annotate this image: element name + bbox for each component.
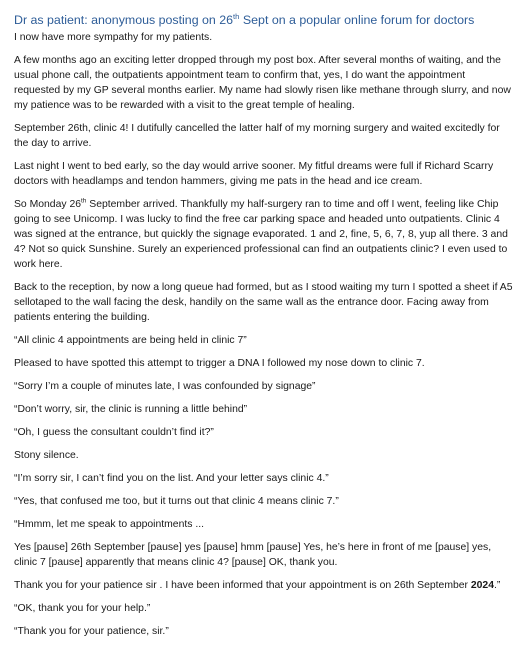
appointment-text-start: Thank you for your patience sir . I have been informed that your appointment is on 26th September [14,580,471,591]
dialogue-line: “Sorry I’m a couple of minutes late, I was confounded by signage” [14,381,316,392]
appointment-text-end: .” [494,580,501,591]
title-text-start: Dr as patient: anonymous posting on 26 [14,13,234,27]
dialogue-line: “Oh, I guess the consultant couldn’t find it?” [14,427,214,438]
dialogue-line: “I’m sorry sir, I can’t find you on the list. And your letter says clinic 4.” [14,473,329,484]
document-title [14,12,514,28]
dialogue-line: “All clinic 4 appointments are being held in clinic 7” [14,335,247,346]
title-text-end: Sept on a popular online forum for doctors [239,13,475,27]
paragraph-monday [14,197,514,272]
dialogue-line: Stony silence. [14,450,79,461]
monday-text-end: September arrived. Thankfully my half-surgery ran to time and off I went, feeling like Chip going to see Unicomp. I was lucky to find the free car parking space and headed unto outpatients. Clinic 4 was signed at the entrance, but quickly the signage evaporated. 1 and 2, fine, 5, 6, 7, 8, yup all there. 3 and 4? Not so quick Sunshine. Surely an experienced professional can find an outpatients clinic? I even used to work here. [14,199,508,270]
paragraph-night-before: Last night I went to bed early, so the day would arrive sooner. My fitful dreams were full if Richard Scarry doctors with headlamps and tendon hammers, giving me pats in the head and ice cream. [14,161,494,187]
paragraph-reception: Back to the reception, by now a long queue had formed, but as I stood waiting my turn I spotted a sheet if A5 sellotaped to the wall facing the desk, handily on the same wall as the entrance door. Facing away from patients entering the building. [14,282,513,323]
dialogue-line: “Yes, that confused me too, but it turns out that clinic 4 means clinic 7.” [14,496,339,507]
document-page [14,12,514,647]
dialogue-line: “Thank you for your patience, sir.” [14,626,169,637]
dialogue-line: Pleased to have spotted this attempt to trigger a DNA I followed my nose down to clinic 7. [14,358,425,369]
dialogue-line: “Hmmm, let me speak to appointments ... [14,519,204,530]
monday-ordinal-suffix: th [81,197,87,205]
appointment-year: 2024 [470,580,494,591]
paragraph-letter: A few months ago an exciting letter dropped through my post box. After several months of waiting, and the usual phone call, the outpatients appointment team to confirm that, yes, I do want the appointment requested by my GP several months earlier. My name had slowly risen like methane through slurry, and now my patience was to be rewarded with a visit to the great temple of healing. [14,55,511,111]
paragraph-clinic-date: September 26th, clinic 4! I dutifully cancelled the latter half of my morning surgery and waited excitedly for the day to arrive. [14,123,500,149]
dialogue-line: “Don’t worry, sir, the clinic is running a little behind” [14,404,248,415]
dialogue-line: Yes [pause] 26th September [pause] yes [pause] hmm [pause] Yes, he’s here in front of me [pause] yes, clinic 7 [pause] apparently that means clinic 4? [pause] OK, thank you. [14,542,492,568]
dialogue-appointment-date [14,578,514,593]
paragraph-intro: I now have more sympathy for my patients. [14,32,213,43]
monday-text-start: So Monday 26 [14,199,82,210]
title-ordinal-suffix: th [233,11,240,21]
dialogue-line: “OK, thank you for your help.” [14,603,151,614]
